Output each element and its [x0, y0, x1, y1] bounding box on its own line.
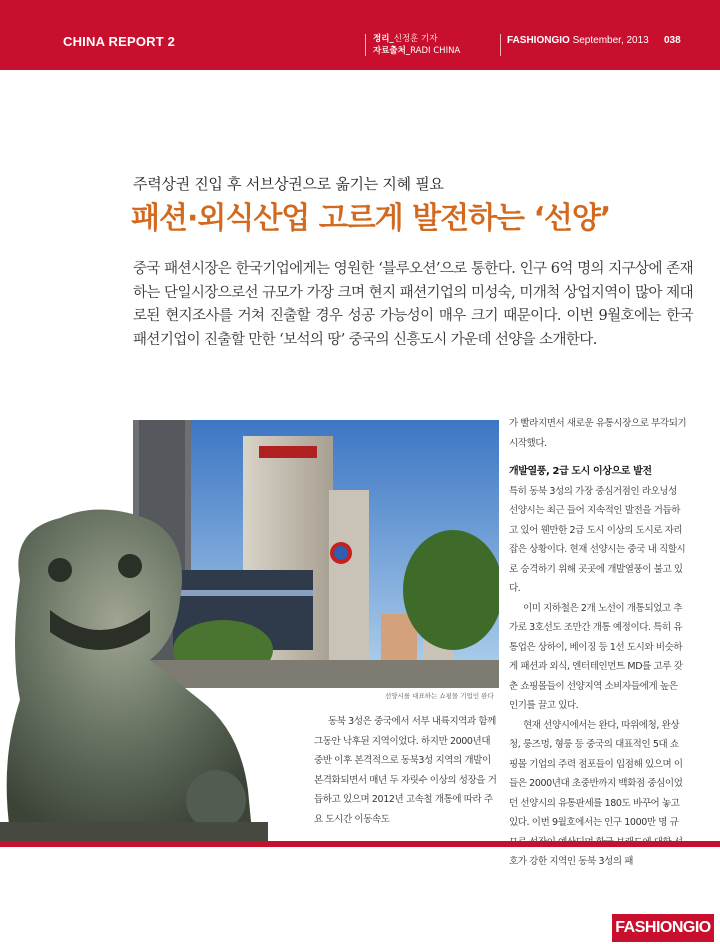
header-divider [365, 34, 366, 56]
page-number: 038 [664, 35, 681, 46]
section-heading: 개발열풍, 2급 도시 이상으로 발전 [509, 466, 652, 477]
credit-source: 자료출처_RADI CHINA [373, 46, 461, 56]
footer-logo: FASHIONGIO [612, 914, 714, 942]
header-divider [500, 34, 501, 56]
article-lead: 중국 패션시장은 한국기업에게는 영원한 ‘블루오션’으로 통한다. 인구 6억 명의 지구상에 존재하는 단일시장으로선 규모가 가장 크며 현지 패션기업의 미성숙, 미개척 상업지역이 많아 제대로된 현지조사를 거쳐 진출할 경우 성공 가능성이 매우 크기 때문이다. 이번 9월호에는 한국 패션기업이 진출할 만한 ‘보석의 땅’ 중국의 신흥도시 가운데 선양을 소개한다. [133, 261, 693, 348]
body-column-right [509, 414, 687, 872]
body-paragraph: 특히 동북 3성의 가장 중심거점인 라오닝성 선양시는 최근 들어 지속적인 발전을 거듭하고 있어 웬만한 2급 도시 이상의 도시로 자리 잡은 상황이다. 현재 선양시는 중국 내 직할시로 승격하기 위해 곳곳에 개발열풍이 불고 있다. [509, 485, 686, 594]
photo-caption: 선양시를 대표하는 쇼핑몰 기업인 완다 [385, 692, 494, 700]
body-paragraph: 가 빨라지면서 새로운 유통시장으로 부각되기 시작했다. [509, 418, 687, 449]
magazine-issue: FASHIONGIO September, 2013 [507, 35, 649, 46]
stone-lion-image [0, 500, 268, 844]
body-column-left [314, 712, 500, 829]
section-title: CHINA REPORT 2 [63, 34, 176, 49]
body-paragraph: 동북 3성은 중국에서 서부 내륙지역과 함께 그동안 낙후된 지역이었다. 하지만 2000년대 중반 이후 본격적으로 동북3성 지역의 개발이 본격화되면서 매년 두 자릿수 이상의 성장을 거듭하고 있으며 2012년 고속철 개통에 따라 주요 도시간 이동속도 [314, 716, 497, 825]
credit-editor: 정리_신정훈 기자 [373, 34, 438, 44]
header-bar [0, 0, 720, 70]
body-paragraph: 이미 지하철은 2개 노선이 개통되었고 추가로 3호선도 조만간 개통 예정이다. 특히 유통업은 상하이, 베이징 등 1선 도시와 비슷하게 패션과 외식, 엔터테인먼트 MD를 고루 갖춘 쇼핑몰들이 선양지역 소비자들에게 높은 인기를 끌고 있다. [509, 602, 683, 711]
article-subtitle: 주력상권 진입 후 서브상권으로 옮기는 지혜 필요 [133, 175, 444, 193]
article-title: 패션·외식산업 고르게 발전하는 ‘선양’ [131, 201, 611, 236]
body-paragraph: 현재 선양시에서는 완다, 따위에청, 완상청, 룽즈멍, 형룽 등 중국의 대표적인 5대 쇼핑몰 기업의 주력 점포들이 입점해 있으며 이들은 2000년대 초중반까지 백화점 중심이었던 선양시의 유통판세를 180도 바꾸어 놓고 있다. 이번 9월호에서는 인구 1000만 명 규 호가 강한 지역인 동북 3성의 패 [509, 719, 683, 867]
bottom-rule [0, 841, 720, 847]
